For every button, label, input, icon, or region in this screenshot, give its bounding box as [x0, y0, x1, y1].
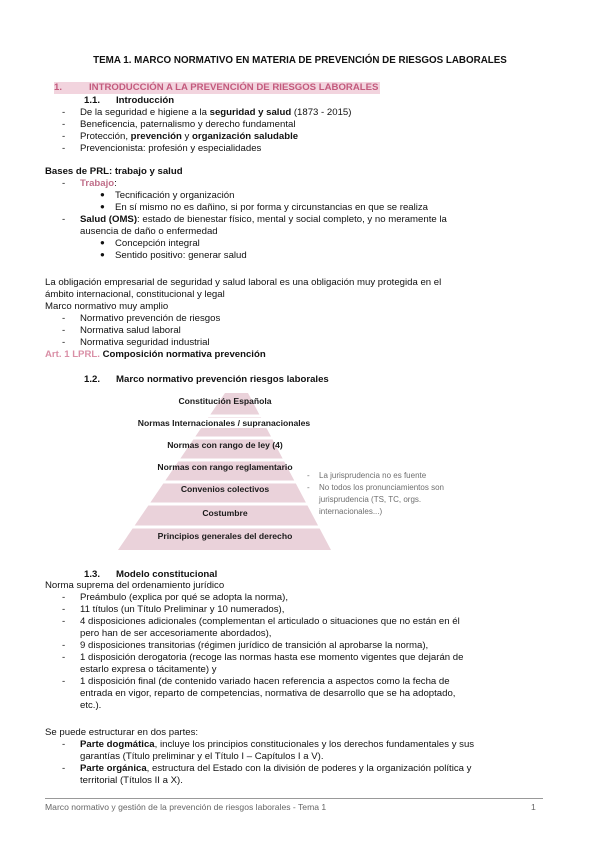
modelo-item-6-cont: entrada en vigor, reparto de competencias, normativa de desarrollo que se ha adoptado,	[80, 688, 456, 699]
list-dash: -	[62, 313, 66, 324]
subsection-1-3-heading: 1.3. Modelo constitucional	[84, 569, 218, 580]
list-dash: -	[62, 739, 66, 750]
footer-text: Marco normativo y gestión de la prevención de riesgos laborales - Tema 1	[45, 802, 327, 812]
pyramid-level-7: Principios generales del derecho	[157, 531, 293, 541]
note-dash: -	[307, 471, 310, 480]
bullet-icon: ●	[100, 190, 105, 199]
modelo-item-3-cont: pero han de ser accesoriamente abordados),	[80, 628, 272, 639]
trabajo-sub-1: Tecnificación y organización	[115, 190, 235, 201]
list-dash: -	[62, 652, 66, 663]
pyramid-level-3: Normas con rango de ley (4)	[167, 440, 283, 450]
section-number: 1.	[54, 82, 63, 93]
intro-item-4: Prevencionista: profesión y especialidades	[80, 143, 262, 154]
parte-dogmatica-cont: garantías (Título preliminar y el Título I – Capítulos I a V).	[80, 751, 324, 762]
normativa-item-3: Normativa seguridad industrial	[80, 337, 210, 348]
bases-heading: Bases de PRL: trabajo y salud	[45, 166, 183, 177]
partes-intro: Se puede estructurar en dos partes:	[45, 727, 199, 738]
modelo-item-1: Preámbulo (explica por qué se adopta la norma),	[80, 592, 288, 603]
footer-divider	[45, 798, 543, 799]
trabajo-sub-2: En sí mismo no es dañino, si por forma y circunstancias en que se realiza	[115, 202, 429, 213]
list-dash: -	[62, 616, 66, 627]
salud-sub-1: Concepción integral	[115, 238, 200, 249]
list-dash: -	[62, 107, 66, 118]
parte-organica-cont: territorial (Títulos II a X).	[80, 775, 183, 786]
list-dash: -	[62, 337, 66, 348]
bullet-icon: ●	[100, 250, 105, 259]
pyramid-level-2: Normas Internacionales / supranacionales	[126, 418, 322, 428]
modelo-item-4: 9 disposiciones transitorias (régimen jurídico de transición al aprobarse la norma),	[80, 640, 429, 651]
modelo-item-5: 1 disposición derogatoria (recoge las normas hasta ese momento vigentes que dejarán de	[80, 652, 464, 663]
art1-heading: Art. 1 LPRL. Composición normativa prevención	[45, 349, 266, 360]
salud-item-cont: ausencia de daño o enfermedad	[80, 226, 218, 237]
list-dash: -	[62, 214, 66, 225]
list-dash: -	[62, 143, 66, 154]
intro-item-3: Protección, prevención y organización saludable	[80, 131, 299, 142]
subsection-number: 1.1.	[84, 95, 101, 106]
page-number: 1	[531, 802, 536, 812]
pyramid-level-1: Constitución Española	[178, 396, 272, 406]
note-pronunciamientos-cont: jurisprudencia (TS, TC, orgs.	[319, 495, 422, 504]
list-dash: -	[62, 131, 66, 142]
obligacion-text-1: La obligación empresarial de seguridad y salud laboral es una obligación muy protegida en el	[45, 277, 442, 288]
modelo-item-6: 1 disposición final (de contenido variado hacen referencia a aspectos como la fecha de	[80, 676, 450, 687]
list-dash: -	[62, 604, 66, 615]
marco-amplio-text: Marco normativo muy amplio	[45, 301, 169, 312]
list-dash: -	[62, 178, 66, 189]
pyramid-level-4: Normas con rango reglamentario	[157, 462, 293, 472]
modelo-item-3: 4 disposiciones adicionales (complementan el articulado o situaciones que no están en él	[80, 616, 460, 627]
modelo-item-2: 11 títulos (un Título Preliminar y 10 numerados),	[80, 604, 285, 615]
note-pronunciamientos-cont2: internacionales...)	[319, 507, 383, 516]
note-jurisprudencia: La jurisprudencia no es fuente	[319, 471, 427, 480]
subsection-1-2-heading: 1.2. Marco normativo prevención riesgos laborales	[84, 374, 329, 385]
section-1-heading	[54, 82, 380, 94]
list-dash: -	[62, 119, 66, 130]
pyramid-level-6: Costumbre	[202, 508, 248, 518]
normativa-item-1: Normativo prevención de riesgos	[80, 313, 221, 324]
intro-item-1: De la seguridad e higiene a la seguridad y salud (1873 - 2015)	[80, 107, 352, 118]
list-dash: -	[62, 640, 66, 651]
bullet-icon: ●	[100, 202, 105, 211]
note-pronunciamientos: No todos los pronunciamientos son	[319, 483, 444, 492]
page-title: TEMA 1. MARCO NORMATIVO EN MATERIA DE PREVENCIÓN DE RIESGOS LABORALES	[93, 55, 507, 66]
obligacion-text-2: ámbito internacional, constitucional y legal	[45, 289, 225, 300]
pyramid-level-5: Convenios colectivos	[180, 484, 270, 494]
norma-suprema-text: Norma suprema del ordenamiento jurídico	[45, 580, 225, 591]
modelo-item-6-cont2: etc.).	[80, 700, 102, 711]
bullet-icon: ●	[100, 238, 105, 247]
intro-item-2: Beneficencia, paternalismo y derecho fundamental	[80, 119, 296, 130]
subsection-label: Introducción	[116, 95, 175, 106]
list-dash: -	[62, 763, 66, 774]
list-dash: -	[62, 325, 66, 336]
salud-sub-2: Sentido positivo: generar salud	[115, 250, 247, 261]
section-label: INTRODUCCIÓN A LA PREVENCIÓN DE RIESGOS LABORALES	[89, 82, 379, 93]
list-dash: -	[62, 676, 66, 687]
subsection-1-1-heading	[84, 95, 174, 107]
note-dash: -	[307, 483, 310, 492]
salud-item: Salud (OMS): estado de bienestar físico, mental y social completo, y no meramente la	[80, 214, 447, 225]
parte-dogmatica: Parte dogmática, incluye los principios constitucionales y los derechos fundamentales y sus	[80, 739, 475, 750]
normativa-item-2: Normativa salud laboral	[80, 325, 181, 336]
list-dash: -	[62, 592, 66, 603]
parte-organica: Parte orgánica, estructura del Estado con la división de poderes y la organización política y	[80, 763, 472, 774]
trabajo-item: Trabajo:	[80, 178, 117, 189]
modelo-item-5-cont: estarlo expresa o tácitamente) y	[80, 664, 217, 675]
